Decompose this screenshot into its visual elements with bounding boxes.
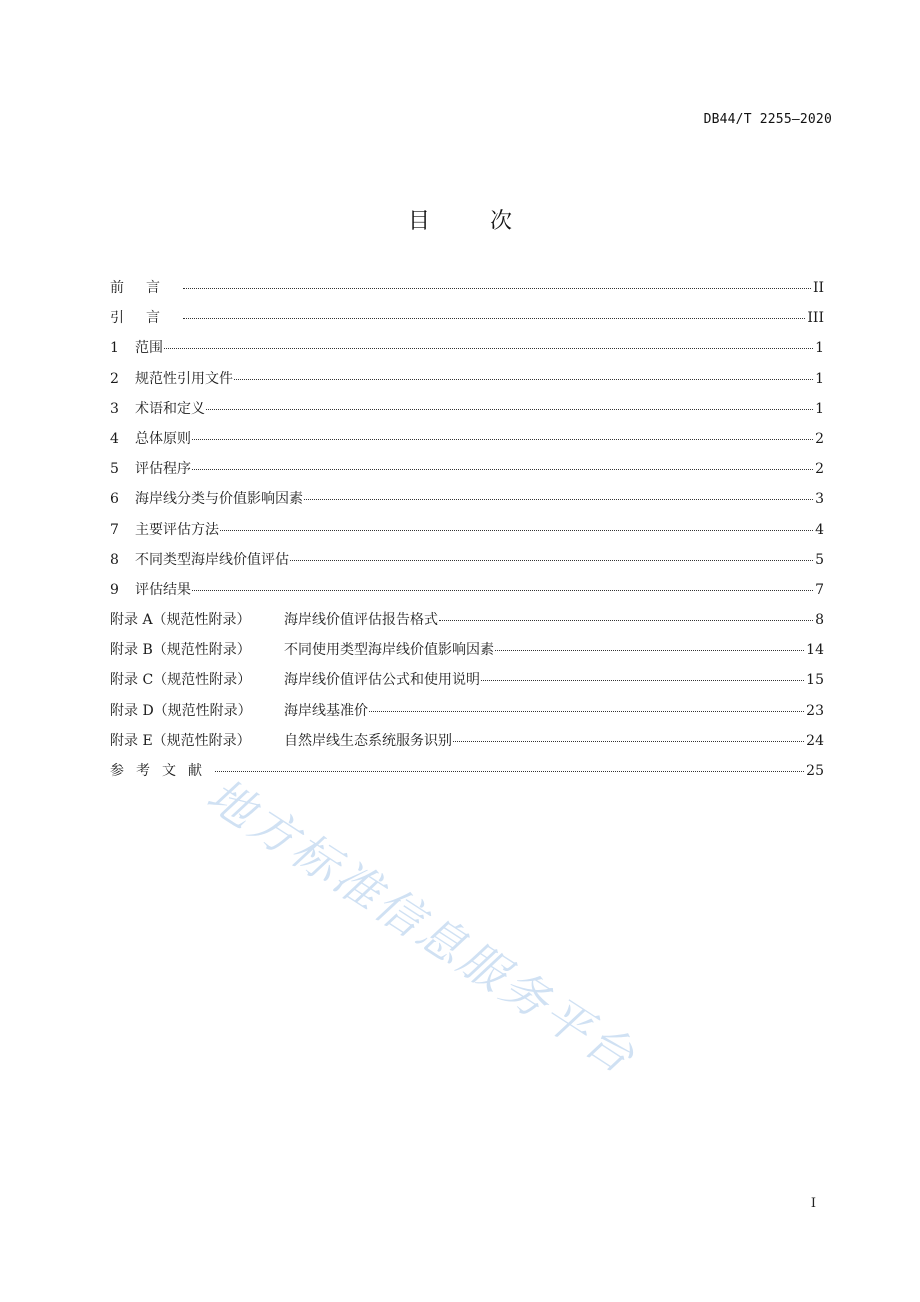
toc-page-number: 1 bbox=[815, 370, 824, 387]
toc-page-number: 3 bbox=[815, 491, 824, 508]
toc-entry[interactable] bbox=[110, 337, 824, 367]
toc-entry[interactable] bbox=[110, 579, 824, 609]
toc-page-number: 25 bbox=[806, 763, 824, 779]
toc-entry[interactable] bbox=[110, 760, 824, 790]
toc-entry[interactable] bbox=[110, 549, 824, 579]
toc-entry-title: 前言 bbox=[110, 280, 182, 296]
toc-entry[interactable] bbox=[110, 639, 824, 669]
toc-entry[interactable] bbox=[110, 277, 824, 307]
toc-page-number: 14 bbox=[806, 642, 824, 659]
toc-dot-leader bbox=[183, 318, 805, 319]
toc-entry-number: 5 bbox=[110, 461, 119, 478]
toc-entry-number: 8 bbox=[110, 551, 119, 568]
toc-page-number: 2 bbox=[815, 430, 824, 447]
page-number: I bbox=[810, 1196, 816, 1211]
toc-entry[interactable] bbox=[110, 458, 824, 488]
toc-entry-title: 评估程序 bbox=[135, 461, 191, 478]
toc-entry-title: 海岸线价值评估公式和使用说明 bbox=[284, 672, 480, 689]
toc-dot-leader bbox=[206, 409, 813, 410]
toc-annex-label: 附录 B（规范性附录） bbox=[110, 642, 251, 659]
toc-entry[interactable] bbox=[110, 609, 824, 639]
toc-entry-number: 1 bbox=[110, 340, 119, 357]
table-of-contents bbox=[110, 277, 824, 790]
toc-annex-label: 附录 C（规范性附录） bbox=[110, 672, 252, 689]
toc-entry-number: 4 bbox=[110, 430, 119, 447]
toc-dot-leader bbox=[481, 680, 804, 681]
toc-entry-title: 术语和定义 bbox=[135, 400, 205, 417]
toc-annex-label: 附录 A（规范性附录） bbox=[110, 612, 251, 629]
toc-entry-title: 海岸线价值评估报告格式 bbox=[284, 612, 438, 629]
toc-page-number: 1 bbox=[815, 340, 824, 357]
toc-entry[interactable] bbox=[110, 700, 824, 730]
toc-annex-label: 附录 D（规范性附录） bbox=[110, 702, 252, 719]
toc-entry-title: 海岸线分类与价值影响因素 bbox=[135, 491, 303, 508]
toc-dot-leader bbox=[290, 560, 813, 561]
toc-page-number: 23 bbox=[806, 702, 824, 719]
toc-dot-leader bbox=[192, 469, 813, 470]
toc-page-number: III bbox=[807, 310, 824, 327]
toc-entry-title: 范围 bbox=[135, 340, 163, 357]
toc-dot-leader bbox=[192, 439, 813, 440]
toc-entry-number: 2 bbox=[110, 370, 119, 387]
toc-page-number: 15 bbox=[806, 672, 824, 689]
toc-entry[interactable] bbox=[110, 669, 824, 699]
toc-entry[interactable] bbox=[110, 428, 824, 458]
toc-entry-number: 3 bbox=[110, 400, 119, 417]
toc-entry[interactable] bbox=[110, 307, 824, 337]
toc-entry-title: 规范性引用文件 bbox=[135, 370, 233, 387]
toc-dot-leader bbox=[164, 348, 813, 349]
toc-dot-leader bbox=[220, 530, 813, 531]
page-title: 目次 bbox=[407, 209, 572, 234]
toc-entry-title: 主要评估方法 bbox=[135, 521, 219, 538]
toc-entry-title: 评估结果 bbox=[135, 581, 191, 598]
toc-entry[interactable] bbox=[110, 398, 824, 428]
toc-page-number: 7 bbox=[815, 581, 824, 598]
toc-entry-number: 6 bbox=[110, 491, 119, 508]
toc-entry-title: 引言 bbox=[110, 310, 182, 327]
toc-entry[interactable] bbox=[110, 488, 824, 518]
toc-dot-leader bbox=[495, 650, 804, 651]
toc-entry-number: 9 bbox=[110, 581, 119, 598]
toc-entry-title: 不同使用类型海岸线价值影响因素 bbox=[284, 642, 494, 659]
toc-entry-title: 自然岸线生态系统服务识别 bbox=[284, 732, 452, 749]
toc-dot-leader bbox=[183, 288, 811, 289]
toc-page-number: II bbox=[812, 280, 824, 296]
toc-dot-leader bbox=[192, 590, 813, 591]
toc-dot-leader bbox=[369, 711, 804, 712]
toc-page-number: 2 bbox=[815, 461, 824, 478]
toc-entry[interactable] bbox=[110, 519, 824, 549]
watermark: 地方标准信息服务平台 bbox=[197, 767, 647, 1086]
toc-dot-leader bbox=[439, 620, 813, 621]
toc-entry-title: 不同类型海岸线价值评估 bbox=[135, 551, 289, 568]
toc-entry[interactable] bbox=[110, 730, 824, 760]
toc-page-number: 5 bbox=[815, 551, 824, 568]
toc-page-number: 8 bbox=[815, 612, 824, 629]
toc-entry-number: 7 bbox=[110, 521, 119, 538]
toc-dot-leader bbox=[215, 771, 804, 772]
toc-entry-title: 总体原则 bbox=[135, 430, 191, 447]
toc-page-number: 4 bbox=[815, 521, 824, 538]
toc-dot-leader bbox=[453, 741, 804, 742]
toc-entry-title: 海岸线基准价 bbox=[284, 702, 368, 719]
toc-page-number: 24 bbox=[806, 732, 824, 749]
toc-annex-label: 附录 E（规范性附录） bbox=[110, 732, 251, 749]
toc-dot-leader bbox=[304, 499, 813, 500]
toc-entry[interactable] bbox=[110, 368, 824, 398]
toc-entry-title: 参考文献 bbox=[110, 763, 214, 779]
toc-dot-leader bbox=[234, 379, 813, 380]
standard-code: DB44/T 2255—2020 bbox=[703, 112, 832, 127]
toc-page-number: 1 bbox=[815, 400, 824, 417]
